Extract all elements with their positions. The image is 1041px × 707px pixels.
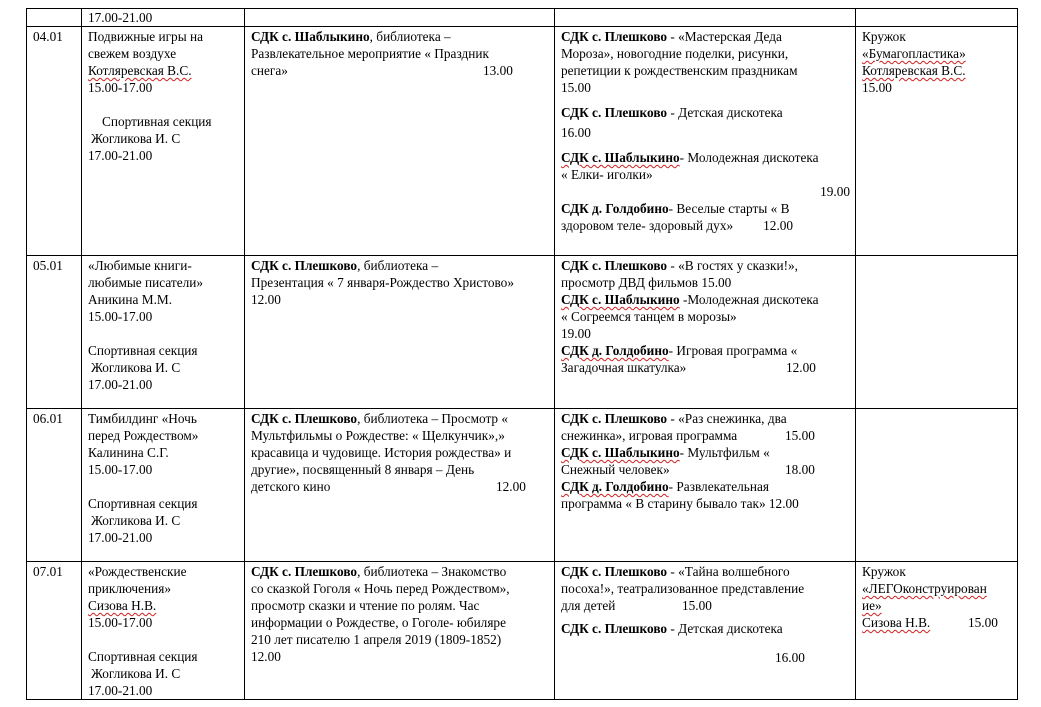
venue-name: СДК с. Плешково	[251, 258, 358, 273]
venue-name: СДК д. Голдобино	[561, 343, 669, 358]
person-name: Сизова Н.В.	[88, 598, 157, 613]
event-time: 16.00	[775, 650, 805, 665]
date-cell	[27, 9, 82, 27]
venue-name: СДК с. Плешково	[561, 621, 668, 636]
venue-name: СДК с. Плешково	[251, 411, 358, 426]
library-cell: «Любимые книги- любимые писатели» Аникина М.М. 15.00-17.00 Спортивная секция Жогликова И. С 17.00-21.00	[82, 256, 245, 409]
table-row	[27, 256, 1018, 409]
event-time: 12.00	[786, 360, 816, 375]
person-name: Сизова Н.В.	[862, 615, 931, 630]
club-cell: Кружок «Бумагопластика» Котляревская В.С. 15.00	[856, 27, 1018, 256]
venue-name: СДК д. Голдобино	[561, 201, 669, 216]
main-event-cell: СДК с. Плешково, библиотека – Знакомство со сказкой Гоголя « Ночь перед Рождеством», просмотр сказки и чтение по ролям. Час информации о Рождестве, о Гоголе- юбиляре 210 лет писателю 1 апреля 2019 (1809-1852) 12.00	[245, 562, 555, 700]
event-time: 12.00	[251, 292, 281, 307]
date-cell: 07.01	[27, 562, 82, 700]
events-cell: СДК с. Плешково - «Раз снежинка, два снежинка», игровая программа 15.00 СДК с. Шаблыкино- Мультфильм « Снежный человек» 18.00 СДК д. Голдобино- Развлекательная программа « В старину бывало так» 12.00	[555, 409, 856, 562]
main-event-cell	[245, 9, 555, 27]
club-cell	[856, 9, 1018, 27]
library-cell	[82, 9, 245, 27]
venue-name: СДК с. Плешково	[561, 564, 668, 579]
venue-name: СДК д. Голдобино	[561, 479, 669, 494]
venue-name: СДК с. Шаблыкино	[561, 292, 680, 307]
date-cell: 04.01	[27, 27, 82, 256]
table-row	[27, 9, 1018, 27]
event-time: 18.00	[785, 462, 815, 477]
venue-name: СДК с. Шаблыкино	[561, 150, 680, 165]
venue-name: СДК с. Плешково	[561, 29, 668, 44]
venue-name: СДК с. Шаблыкино	[251, 29, 370, 44]
table-row	[27, 409, 1018, 562]
event-time: 15.00	[682, 598, 712, 613]
event-time: 12.00	[496, 479, 526, 494]
person-name: Котляревская В.С.	[862, 63, 966, 78]
main-event-cell: СДК с. Шаблыкино, библиотека – Развлекательное мероприятие « Праздник снега» 13.00	[245, 27, 555, 256]
main-event-cell: СДК с. Плешково, библиотека – Презентация « 7 января-Рождество Христово» 12.00	[245, 256, 555, 409]
main-event-cell: СДК с. Плешково, библиотека – Просмотр « Мультфильмы о Рождестве: « Щелкунчик»,» красавица и чудовище. История рождества» и другие», посвященный 8 января – День детского кино 12.00	[245, 409, 555, 562]
events-cell: СДК с. Плешково - «В гостях у сказки!», просмотр ДВД фильмов 15.00 СДК с. Шаблыкино -Молодежная дискотека « Согреемся танцем в морозы» 19.00 СДК д. Голдобино- Игровая программа « Загадочная шкатулка» 12.00	[555, 256, 856, 409]
venue-name: СДК с. Шаблыкино	[561, 445, 680, 460]
club-cell	[856, 409, 1018, 562]
person-name: Аникина М.М.	[88, 292, 173, 307]
person-name: Калинина С.Г.	[88, 445, 169, 460]
date-cell: 05.01	[27, 256, 82, 409]
events-cell: СДК с. Плешково - «Тайна волшебного посоха!», театрализованное представление для детей 15.00 СДК с. Плешково - Детская дискотека 16.00	[555, 562, 856, 700]
date-cell: 06.01	[27, 409, 82, 562]
event-time: 12.00	[251, 649, 281, 664]
event-time: 15.00	[968, 615, 998, 630]
events-cell	[555, 9, 856, 27]
club-cell: Кружок «ЛЕГОконструирован ие» Сизова Н.В. 15.00	[856, 562, 1018, 700]
person-name: Котляревская В.С.	[88, 63, 192, 78]
library-cell: Подвижные игры на свежем воздухе Котляревская В.С. 15.00-17.00 Спортивная секция Жогликова И. С 17.00-21.00	[82, 27, 245, 256]
event-time: 12.00	[763, 218, 794, 233]
club-cell	[856, 256, 1018, 409]
schedule-table	[26, 8, 1018, 700]
event-time: 15.00	[785, 428, 815, 443]
event-time: 19.00	[820, 184, 850, 199]
event-time: 13.00	[483, 63, 513, 78]
table-row	[27, 27, 1018, 256]
venue-name: СДК с. Плешково	[561, 105, 668, 120]
venue-name: СДК с. Плешково	[561, 258, 668, 273]
library-cell: «Рождественские приключения» Сизова Н.В. 15.00-17.00 Спортивная секция Жогликова И. С 17.00-21.00	[82, 562, 245, 700]
venue-name: СДК с. Плешково	[251, 564, 358, 579]
table-row	[27, 562, 1018, 700]
events-cell: СДК с. Плешково - «Мастерская Деда Мороза», новогодние поделки, рисунки, репетиции к рождественским праздникам 15.00 СДК с. Плешково - Детская дискотека 16.00 СДК с. Шаблыкино- Молодежная дискотека « Елки- иголки» 19.00 СДК д. Голдобино- Веселые старты « В здоровом теле- здоровый дух» 12.00	[555, 27, 856, 256]
library-cell: Тимбилдинг «Ночь перед Рождеством» Калинина С.Г. 15.00-17.00 Спортивная секция Жогликова И. С 17.00-21.00	[82, 409, 245, 562]
venue-name: СДК с. Плешково	[561, 411, 668, 426]
time-text: 17.00-21.00	[88, 10, 153, 25]
